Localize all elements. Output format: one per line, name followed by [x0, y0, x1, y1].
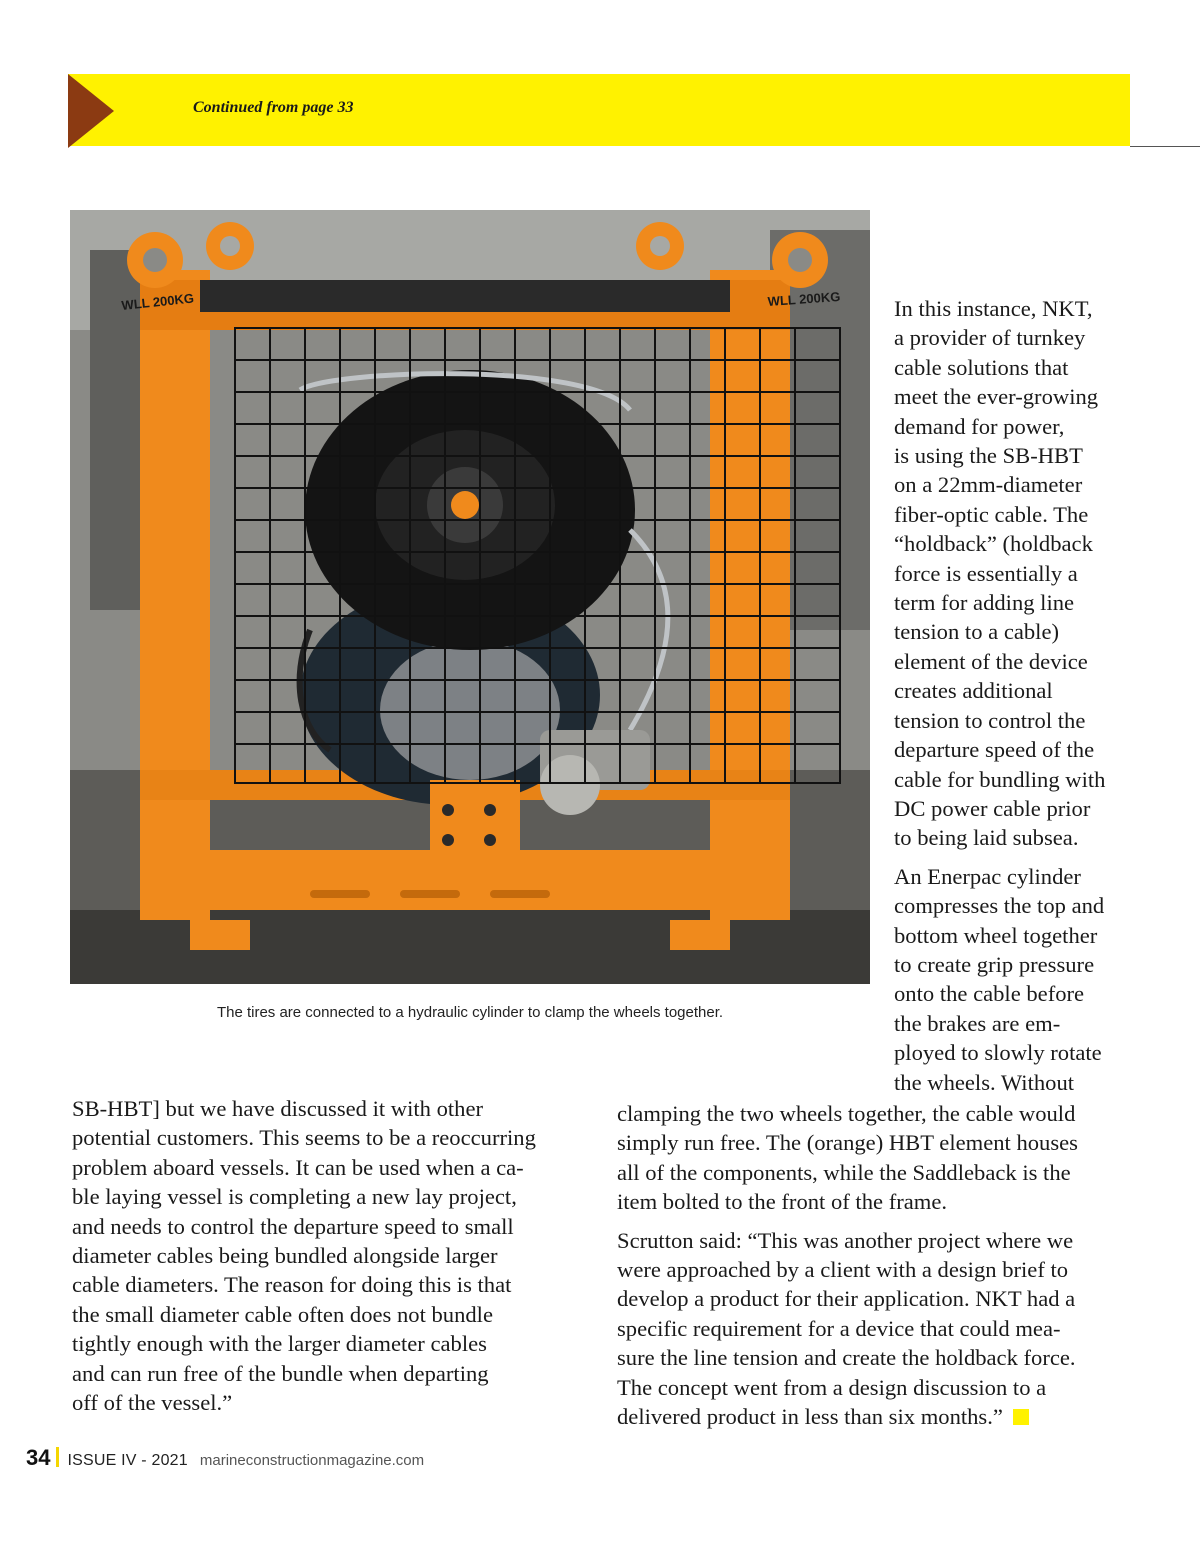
paragraph: clamping the two wheels together, the cable would simply run free. The (orange) HBT element houses all of the components, while the Saddleback is the item bolted to the front of the frame. [617, 1101, 1078, 1215]
end-of-article-icon [1013, 1409, 1029, 1425]
issue-label: ISSUE IV - 2021 [67, 1452, 188, 1469]
paragraph-text: Scrutton said: “This was another project where we were approached by a client with a design brief to develop a product for their application. NKT had a specific requirement for a device that could mea- sure the line tension and create the holdback force. The concept went from a design discussion to a delivered product in less than six months.” [617, 1227, 1076, 1430]
paragraph: An Enerpac cylinder compresses the top and bottom wheel together to create grip pressure onto the cable before the brakes are em- ployed to slowly rotate the wheels. Without [894, 863, 1105, 1095]
banner-arrow-icon [68, 74, 114, 148]
banner-rule [1130, 146, 1200, 147]
page-footer [26, 1445, 424, 1469]
paragraph: In this instance, NKT, a provider of turnkey cable solutions that meet the ever-growing demand for power, is using the SB-HBT on a 22mm-diameter fiber-optic cable. The “holdback” (holdback force is essentially a term for adding line tension to a cable) element of the device creates additional tension to control the departure speed of the cable for bundling with DC power cable prior to being laid subsea. [894, 296, 1106, 851]
website-label: marineconstructionmagazine.com [199, 1452, 425, 1469]
page-number: 34 [26, 1445, 51, 1470]
paragraph-final [617, 1226, 1177, 1432]
machine-illustration [70, 210, 870, 984]
right-column [894, 294, 1194, 1106]
wll-label-right: WLL 200KG [767, 288, 841, 309]
continued-from-text: Continued from page 33 [193, 99, 354, 116]
paragraph: SB-HBT] but we have discussed it with other potential customers. This seems to be a reoccurring problem aboard vessels. It can be used when a ca- ble laying vessel is completing a new lay project, and needs to control the departure speed to small diameter cables being bundled alongside larger cable diameters. The reason for doing this is that the small diameter cable often does not bundle tightly enough with the larger diameter cables and can run free of the bundle when departing off of the vessel.” [72, 1096, 536, 1416]
footer-divider [56, 1447, 59, 1467]
wll-label-left: WLL 200KG [120, 290, 195, 313]
left-column [72, 1094, 602, 1426]
photo-caption: The tires are connected to a hydraulic cylinder to clamp the wheels together. [216, 1004, 724, 1021]
middle-column [617, 1099, 1177, 1440]
machine-photo [70, 210, 870, 984]
